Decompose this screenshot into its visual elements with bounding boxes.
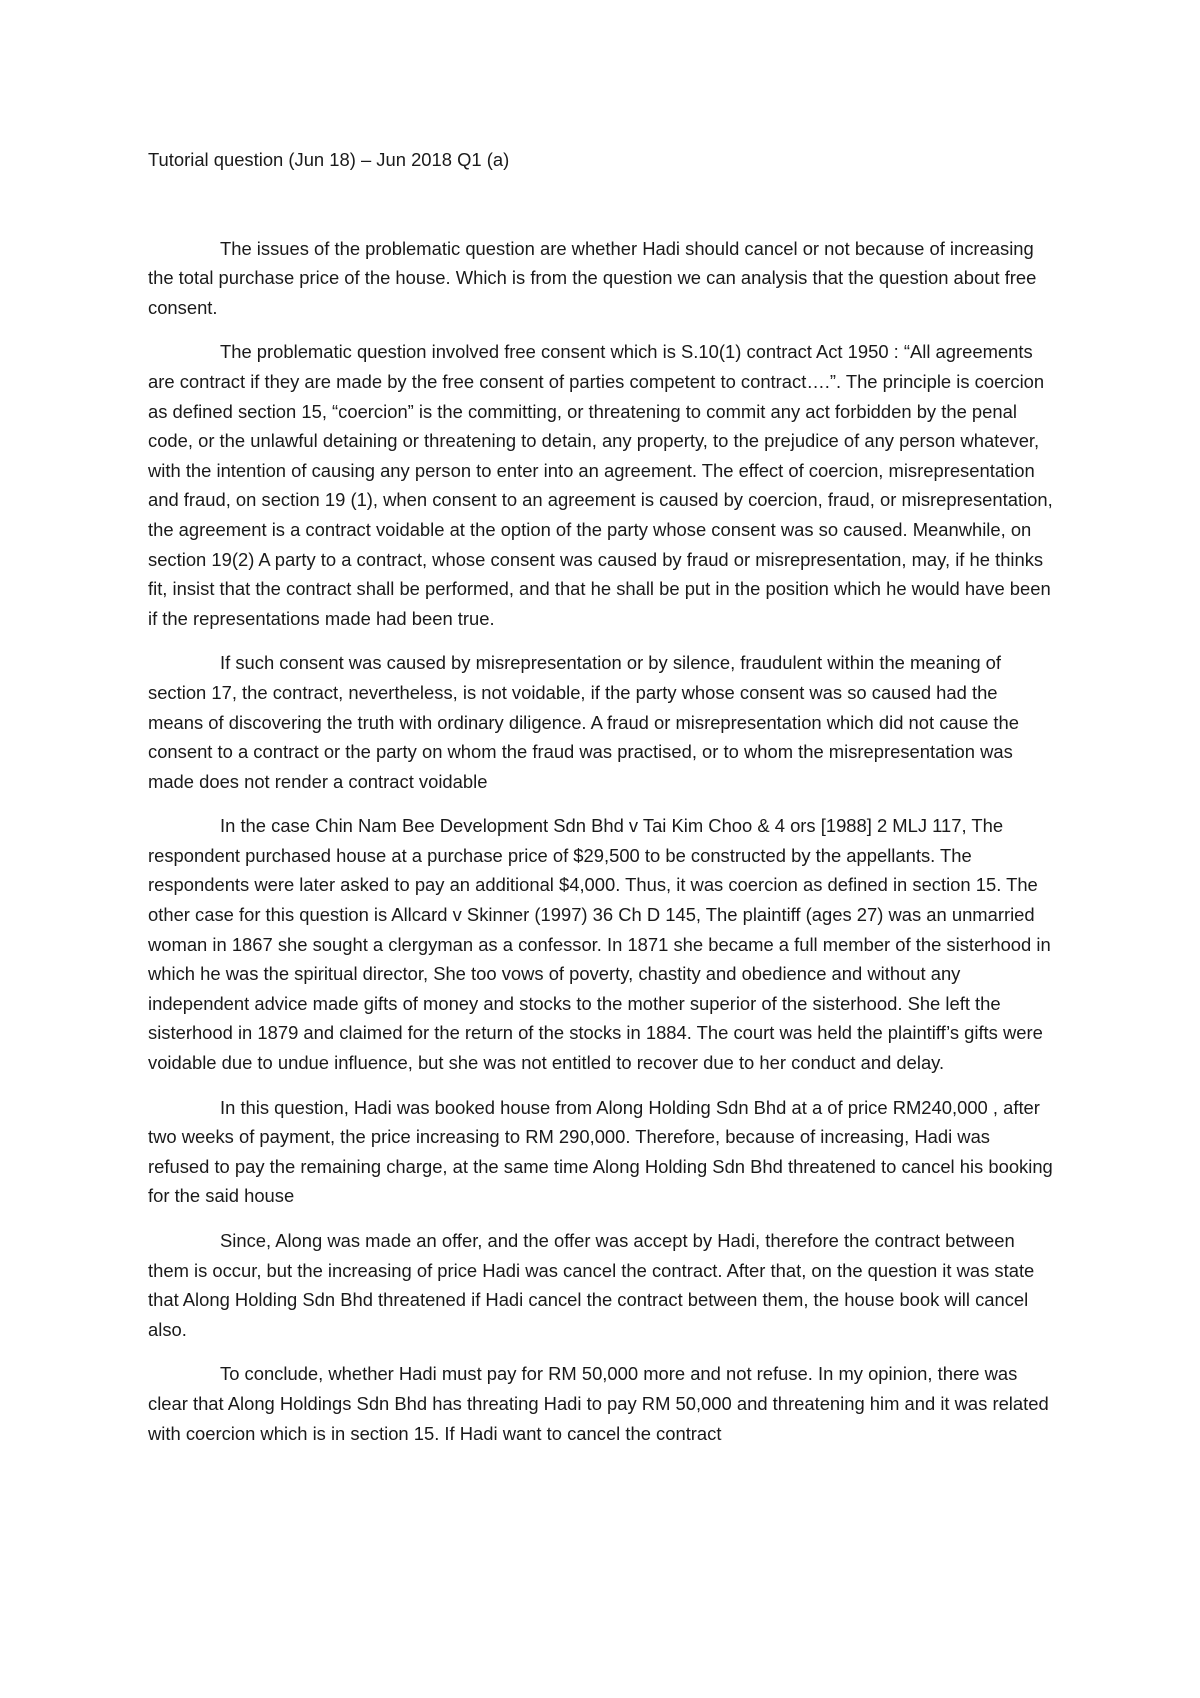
paragraph-case-law: In the case Chin Nam Bee Development Sdn Bhd v Tai Kim Choo & 4 ors [1988] 2 MLJ 117, The respondent purchased house at a purchase price of $29,500 to be constructed by the appellants. The respondents were later asked to pay an additional $4,000. Thus, it was coercion as defined in section 15. The other case for this question is Allcard v Skinner (1997) 36 Ch D 145, The plaintiff (ages 27) was an unmarried woman in 1867 she sought a clergyman as a confessor. In 1871 she became a full member of the sisterhood in which he was the spiritual director, She too vows of poverty, chastity and obedience and without any independent advice made gifts of money and stocks to the mother superior of the sisterhood. She left the sisterhood in 1879 and claimed for the return of the stocks in 1884. The court was held the plaintiff’s gifts were voidable due to undue influence, but she was not entitled to recover due to her conduct and delay. [148,815,1051,1074]
paragraph-misrepresentation: If such consent was caused by misrepresentation or by silence, fraudulent within the meaning of section 17, the contract, nevertheless, is not voidable, if the party whose consent was so caused had the means of discovering the truth with ordinary diligence. A fraud or misrepresentation which did not cause the consent to a contract or the party on whom the fraud was practised, or to whom the misrepresentation was made does not render a contract voidable [148,652,1019,792]
document-body [148,145,1056,1463]
paragraph-application: In this question, Hadi was booked house from Along Holding Sdn Bhd at a of price RM240,000 , after two weeks of payment, the price increasing to RM 290,000. Therefore, because of increasing, Hadi was refused to pay the remaining charge, at the same time Along Holding Sdn Bhd threatened to cancel his booking for the said house [148,1096,1053,1207]
document-title: Tutorial question (Jun 18) – Jun 2018 Q1 (a) [148,149,510,170]
paragraph-issues: The issues of the problematic question are whether Hadi should cancel or not because of increasing the total purchase price of the house. Which is from the question we can analysis that the question about free consent. [148,237,1037,318]
paragraph-free-consent: The problematic question involved free consent which is S.10(1) contract Act 1950 : “All agreements are contract if they are made by the free consent of parties competent to contract….”. The principle is coercion as defined section 15, “coercion” is the committing, or threatening to commit any act forbidden by the penal code, or the unlawful detaining or threatening to detain, any property, to the prejudice of any person whatever, with the intention of causing any person to enter into an agreement. The effect of coercion, misrepresentation and fraud, on section 19 (1), when consent to an agreement is caused by coercion, fraud, or misrepresentation, the agreement is a contract voidable at the option of the party whose consent was so caused. Meanwhile, on section 19(2) A party to a contract, whose consent was caused by fraud or misrepresentation, may, if he thinks fit, insist that the contract shall be performed, and that he shall be put in the position which he would have been if the representations made had been true. [148,341,1053,629]
paragraph-conclusion: To conclude, whether Hadi must pay for RM 50,000 more and not refuse. In my opinion, there was clear that Along Holdings Sdn Bhd has threating Hadi to pay RM 50,000 and threatening him and it was related with coercion which is in section 15. If Hadi want to cancel the contract [148,1363,1049,1444]
paragraph-offer-acceptance: Since, Along was made an offer, and the offer was accept by Hadi, therefore the contract between them is occur, but the increasing of price Hadi was cancel the contract. After that, on the question it was state that Along Holding Sdn Bhd threatened if Hadi cancel the contract between them, the house book will cancel also. [148,1230,1035,1340]
